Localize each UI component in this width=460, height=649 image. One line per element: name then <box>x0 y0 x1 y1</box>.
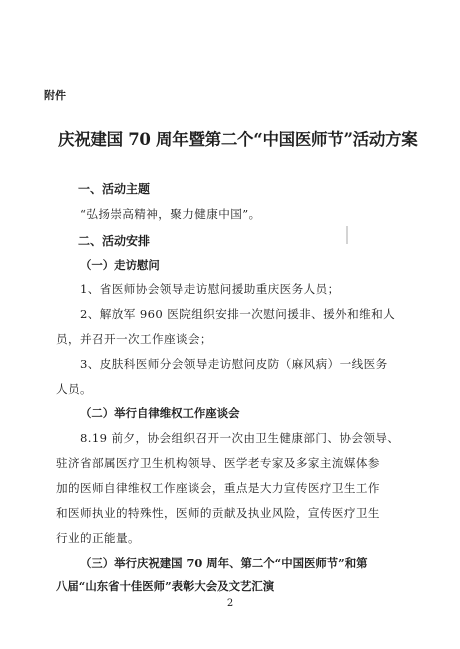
sub2-line-2: 驻济省部属医疗卫生机构领导、医学老专家及多家主流媒体参 <box>56 456 380 470</box>
document-title: 庆祝建国 70 周年暨第二个“中国医师节”活动方案 <box>58 130 418 149</box>
sub2-heading: （二）举行自律维权工作座谈会 <box>80 406 240 420</box>
sub1-item-3-line-2: 人员。 <box>56 382 92 396</box>
section-theme-text: “弘扬崇高精神，聚力健康中国”。 <box>80 207 261 221</box>
sub2-line-3: 加的医师自律维权工作座谈会，重点是大力宣传医疗卫生工作 <box>56 481 380 495</box>
sub2-line-1: 8.19 前夕，协会组织召开一次由卫生健康部门、协会领导、 <box>80 431 400 445</box>
pencil-mark <box>346 226 348 244</box>
sub2-line-5: 行业的正能量。 <box>56 531 140 545</box>
sub1-item-3-line-1: 3、皮肤科医师分会领导走访慰问皮防（麻风病）一线医务 <box>80 357 388 371</box>
sub3-heading-line-2: 八届“山东省十佳医师”表彰大会及文艺汇演 <box>56 579 275 593</box>
attachment-label: 附件 <box>44 89 66 102</box>
section-arrangement-heading: 二、活动安排 <box>78 234 151 248</box>
sub1-item-2-line-1: 2、解放军 960 医院组织安排一次慰问援非、援外和维和人 <box>80 307 396 321</box>
sub2-line-4: 和医师执业的特殊性，医师的贡献及执业风险，宣传医疗卫生 <box>56 506 380 520</box>
sub1-item-2-line-2: 员，并召开一次工作座谈会； <box>56 332 212 346</box>
sub1-item-1: 1、省医师协会领导走访慰问援助重庆医务人员； <box>80 282 340 296</box>
section-theme-heading: 一、活动主题 <box>78 182 151 196</box>
sub1-heading: （一）走访慰问 <box>80 258 160 272</box>
sub3-heading-line-1: （三）举行庆祝建国 70 周年、第二个“中国医师节”和第 <box>80 556 368 570</box>
page-number: 2 <box>226 598 234 609</box>
